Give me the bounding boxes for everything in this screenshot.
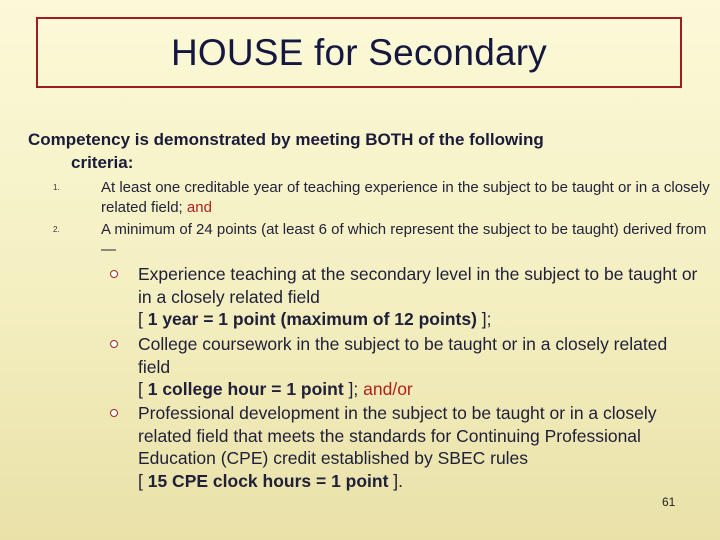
source-text: [138, 263, 698, 331]
bullet-icon: [110, 340, 118, 348]
source-body: Experience teaching at the secondary level in the subject to be taught or in a closely related field: [138, 264, 698, 307]
bullet-icon: [110, 270, 118, 278]
lead-line-1: Competency is demonstrated by meeting BOTH of the following: [28, 130, 544, 149]
rule-close: ];: [343, 379, 359, 400]
bullet-icon: [110, 409, 118, 417]
criterion-text: [101, 178, 711, 218]
criterion-conjunction: and: [186, 199, 212, 216]
rule-open: [: [138, 470, 148, 491]
source-body: Professional development in the subject to be taught or in a closely related field that meets the standards for Continuing Professional Education (CPE) credit established by SBEC rules: [138, 403, 657, 469]
page-number: 61: [662, 495, 676, 509]
source-text: [138, 402, 698, 492]
lead-paragraph: [28, 128, 668, 174]
criterion-number: 1.: [53, 183, 60, 192]
rule-close: ].: [388, 470, 404, 491]
lead-line-2: criteria:: [71, 153, 134, 172]
rule-open: [: [138, 309, 148, 330]
criterion-number: 2.: [53, 225, 60, 234]
point-rule: 1 college hour = 1 point: [147, 379, 344, 400]
point-rule: 15 CPE clock hours = 1 point: [147, 470, 389, 491]
criterion-body: At least one creditable year of teaching experience in the subject to be taught or in a closely related field;: [101, 179, 710, 216]
source-body: College coursework in the subject to be taught or in a closely related field: [138, 334, 668, 377]
rule-open: [: [138, 379, 148, 400]
rule-close: ];: [476, 309, 492, 330]
criterion-text: [101, 220, 711, 260]
title-box: [36, 17, 682, 88]
slide-title: HOUSE for Secondary: [170, 31, 547, 73]
source-conjunction: and/or: [363, 379, 413, 400]
point-rule: 1 year = 1 point (maximum of 12 points): [147, 309, 477, 330]
source-text: [138, 333, 698, 401]
criterion-body: A minimum of 24 points (at least 6 of which represent the subject to be taught) derived from—: [101, 221, 707, 258]
